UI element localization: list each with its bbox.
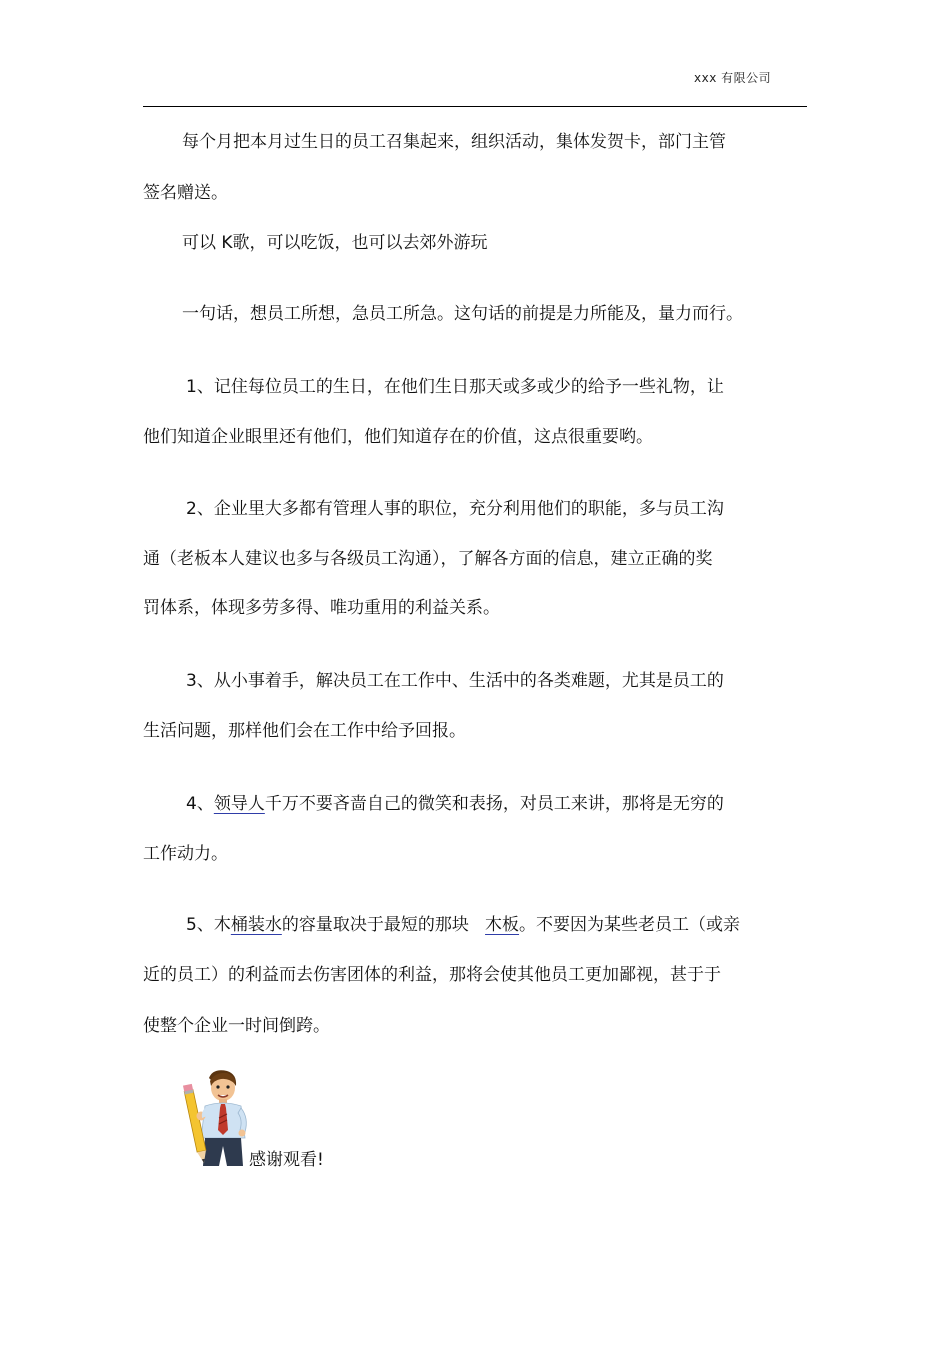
item-5-rest: 。不要因为某些老员工（或亲	[519, 915, 741, 935]
header-divider	[143, 106, 807, 107]
link-leader[interactable]: 领导人	[213, 794, 265, 814]
item-2-line-2: 通（老板本人建议也多与各级员工沟通），了解各方面的信息，建立正确的奖	[143, 549, 713, 569]
item-5-line-3: 使整个企业一时间倒跨。	[143, 1016, 330, 1036]
item-4-line-2: 工作动力。	[143, 844, 228, 864]
item-2-line-3: 罚体系，体现多劳多得、唯功重用的利益关系。	[143, 598, 500, 618]
item-4-prefix: 4、	[186, 794, 214, 814]
item-1-line-1: 1、记住每位员工的生日，在他们生日那天或多或少的给予一些礼物，让	[186, 377, 724, 397]
paragraph-3: 一句话，想员工所想，急员工所急。这句话的前提是力所能及，量力而行。	[182, 304, 743, 324]
paragraph-1-line-1: 每个月把本月过生日的员工召集起来，组织活动，集体发贺卡，部门主管	[182, 132, 726, 152]
company-name: xxx 有限公司	[694, 71, 772, 85]
item-4-text: 千万不要吝啬自己的微笑和表扬，对员工来讲，那将是无穷的	[264, 794, 724, 814]
link-bucket-water[interactable]: 桶装水	[230, 915, 282, 935]
item-5-line-2: 近的员工）的利益而去伤害团体的利益，那将会使其他员工更加鄙视，甚于于	[143, 965, 721, 985]
item-1-line-2: 他们知道企业眼里还有他们，他们知道存在的价值，这点很重要哟。	[143, 427, 653, 447]
item-3-line-1: 3、从小事着手，解决员工在工作中、生活中的各类难题，尤其是员工的	[186, 671, 724, 691]
man-with-pencil-icon	[183, 1068, 253, 1168]
item-2-line-1: 2、企业里大多都有管理人事的职位，充分利用他们的职能，多与员工沟	[186, 499, 724, 519]
item-4-line-1	[186, 793, 724, 815]
item-5-middle: 的容量取决于最短的那块	[281, 915, 469, 935]
link-plank[interactable]: 木板	[485, 915, 520, 935]
thanks-text: 感谢观看!	[249, 1150, 324, 1170]
item-3-line-2: 生活问题，那样他们会在工作中给予回报。	[143, 721, 466, 741]
paragraph-2: 可以 K歌，可以吃饭，也可以去郊外游玩	[182, 233, 488, 253]
item-5-line-1	[186, 914, 740, 936]
item-5-prefix: 5、木	[186, 915, 231, 935]
paragraph-1-line-2: 签名赠送。	[143, 183, 228, 203]
